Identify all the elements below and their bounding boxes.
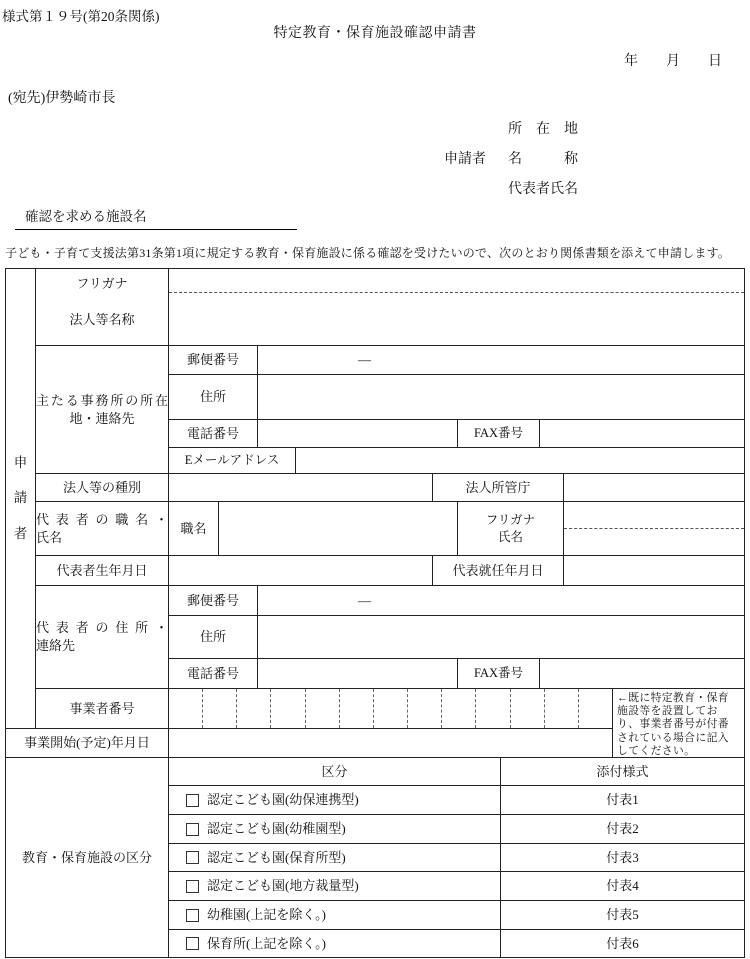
applicant-block-label: 申請者 — [444, 152, 486, 167]
business-start-label: 事業開始(予定)年月日 — [6, 729, 169, 758]
corp-name-label: 法人等名称 — [69, 312, 135, 327]
office-email-label: Eメールアドレス — [169, 448, 296, 474]
rep-name-label-cell — [458, 502, 564, 556]
attachment-cell: 付表4 — [501, 872, 744, 901]
rep-tel-input[interactable] — [258, 659, 458, 689]
office-address-input[interactable] — [258, 375, 744, 420]
rep-address-label: 住所 — [169, 616, 258, 659]
rep-birthday-input[interactable] — [169, 556, 433, 586]
checkbox-nintei-hoikusho[interactable] — [186, 851, 199, 864]
attachment-cell: 付表1 — [501, 786, 744, 815]
postal-dash: ― — [358, 592, 371, 608]
category-row-hoikusho — [169, 930, 501, 957]
category-label: 認定こども園(幼保連携型) — [207, 792, 359, 808]
attachment-cell: 付表2 — [501, 815, 744, 844]
main-office-label-line2: 地・連絡先 — [69, 410, 135, 426]
category-row-nintei-yochien — [169, 815, 501, 844]
digit-box[interactable] — [306, 689, 340, 728]
rep-name-furigana-divider — [564, 502, 744, 529]
rep-furigana-label: フリガナ — [485, 512, 536, 527]
category-label: 保育所(上記を除く。) — [207, 935, 326, 951]
attachment-cell: 付表3 — [501, 844, 744, 872]
digit-box[interactable] — [340, 689, 374, 728]
attachment-column-header: 添付様式 — [501, 758, 744, 786]
category-row-nintei-chiho — [169, 872, 501, 901]
applicant-section-vertical-label: 申 請 者 — [6, 269, 36, 729]
office-fax-input[interactable] — [540, 420, 744, 448]
office-tel-label: 電話番号 — [169, 420, 258, 448]
corp-name-label-cell — [36, 269, 169, 346]
checkbox-yochien[interactable] — [186, 909, 199, 922]
corp-authority-input[interactable] — [564, 474, 744, 502]
job-title-input[interactable] — [219, 502, 458, 556]
attachment-cell: 付表5 — [501, 901, 744, 930]
rep-name-label: 氏名 — [497, 529, 523, 544]
checkbox-nintei-yochien[interactable] — [186, 823, 199, 836]
form-number: 様式第１９号(第20条関係) — [2, 9, 160, 24]
rep-address-label-cell — [36, 586, 169, 689]
application-body-text: 子ども・子育て支援法第31条第1項に規定する教育・保育施設に係る確認を受けたいので、次のとおり関係書類を添えて申請します。 — [5, 246, 731, 260]
rep-birthday-label: 代表者生年月日 — [36, 556, 169, 586]
rep-tel-label: 電話番号 — [169, 659, 258, 689]
category-row-nintei-yoho — [169, 786, 501, 815]
rep-fax-label: FAX番号 — [458, 659, 540, 689]
page-title: 特定教育・保育施設確認申請書 — [273, 26, 477, 41]
office-postal-label: 郵便番号 — [169, 346, 258, 375]
rep-fax-input[interactable] — [540, 659, 744, 689]
application-table — [5, 268, 745, 958]
main-office-label-line1: 主たる事務所の所在 — [36, 392, 168, 408]
corp-name-input[interactable] — [169, 269, 744, 346]
category-label: 認定こども園(幼稚園型) — [207, 821, 346, 837]
office-email-input[interactable] — [296, 448, 744, 474]
office-postal-input[interactable] — [258, 346, 744, 375]
rep-title-label-line2: 氏名 — [36, 529, 63, 545]
digit-box[interactable] — [408, 689, 442, 728]
facility-name-field[interactable] — [15, 204, 297, 230]
corp-type-input[interactable] — [169, 474, 433, 502]
applicant-name-label: 名 称 — [508, 152, 578, 167]
digit-box[interactable] — [511, 689, 545, 728]
main-office-label-cell — [36, 346, 169, 474]
business-number-label: 事業者番号 — [36, 689, 169, 729]
business-number-digit-boxes — [169, 689, 612, 728]
checkbox-nintei-chiho[interactable] — [186, 880, 199, 893]
category-column-header: 区分 — [169, 758, 501, 786]
digit-box[interactable] — [476, 689, 510, 728]
postal-dash: ― — [358, 352, 371, 368]
office-tel-input[interactable] — [258, 420, 458, 448]
rep-title-name-label-cell — [36, 502, 169, 556]
rep-address-label-line1: 代表者の住所・ — [36, 620, 168, 636]
rep-address-input[interactable] — [258, 616, 744, 659]
business-number-note: ←既に特定教育・保育 施設等を設置してお り、事業者番号が付番 されている場合に記入 してください。 — [613, 689, 744, 758]
office-address-label: 住所 — [169, 375, 258, 420]
digit-box[interactable] — [579, 689, 612, 728]
digit-box[interactable] — [237, 689, 271, 728]
date-line: 年 月 日 — [624, 54, 722, 69]
business-start-input[interactable] — [169, 729, 613, 758]
furigana-divider — [169, 269, 744, 293]
corp-authority-label: 法人所管庁 — [433, 474, 564, 502]
rep-address-label-line2: 連絡先 — [36, 638, 76, 653]
office-fax-label: FAX番号 — [458, 420, 540, 448]
job-title-label: 職名 — [169, 502, 219, 556]
attachment-cell: 付表6 — [606, 935, 639, 951]
category-row-yochien — [169, 901, 501, 930]
applicant-location-label: 所 在 地 — [508, 122, 578, 137]
applicant-representative-label: 代表者氏名 — [508, 182, 578, 197]
category-row-nintei-hoikusho — [169, 844, 501, 872]
recipient-line: (宛先)伊勢崎市長 — [8, 91, 116, 106]
rep-title-label-line1: 代表者の職名・ — [36, 511, 168, 527]
rep-postal-label: 郵便番号 — [169, 586, 258, 616]
checkbox-nintei-yoho[interactable] — [186, 794, 199, 807]
digit-box[interactable] — [545, 689, 579, 728]
digit-box[interactable] — [169, 689, 203, 728]
rep-inauguration-input[interactable] — [564, 556, 744, 586]
digit-box[interactable] — [203, 689, 237, 728]
business-number-input[interactable] — [169, 689, 613, 729]
facility-name-label: 確認を求める施設名 — [25, 209, 147, 224]
rep-inauguration-label: 代表就任年月日 — [433, 556, 564, 586]
category-label: 認定こども園(地方裁量型) — [207, 878, 359, 894]
digit-box[interactable] — [271, 689, 305, 728]
category-label: 幼稚園(上記を除く。) — [207, 907, 326, 923]
furigana-label: フリガナ — [76, 276, 128, 291]
checkbox-hoikusho[interactable] — [186, 937, 199, 950]
category-section-label: 教育・保育施設の区分 — [6, 758, 169, 957]
rep-postal-input[interactable] — [258, 586, 744, 616]
category-label: 認定こども園(保育所型) — [207, 849, 346, 865]
digit-box[interactable] — [442, 689, 476, 728]
corp-type-label: 法人等の種別 — [36, 474, 169, 502]
digit-box[interactable] — [374, 689, 408, 728]
rep-name-input[interactable] — [564, 502, 744, 556]
